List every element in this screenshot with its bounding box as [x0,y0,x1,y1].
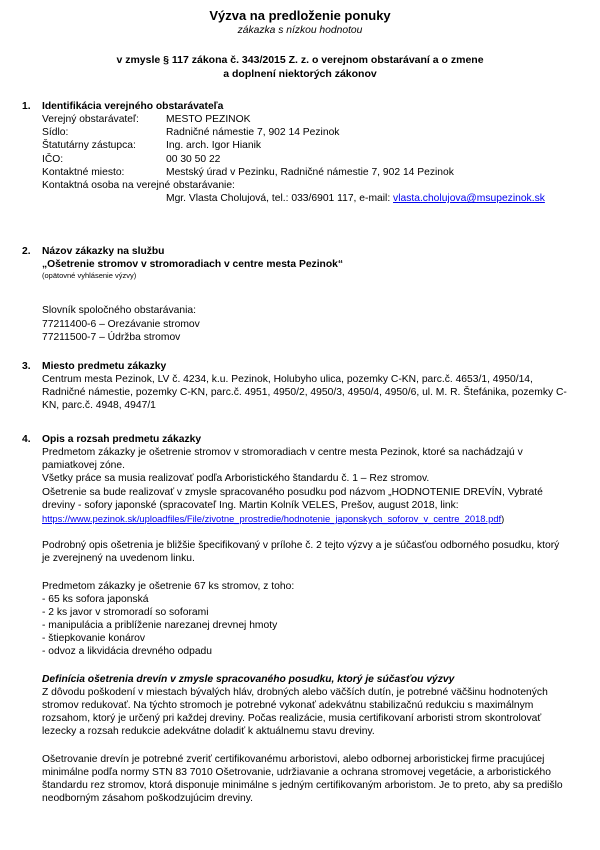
text-line: Podrobný opis ošetrenia je bližšie špecifikovaný v prílohe č. 2 tejto výzvy a je súčasťou odborného posudku, ktorý [42,540,560,552]
text-line: dreviny - sofory japonské (spracovateľ Ing. Martin Kolník VELES, Prešov, august 2018, link: [42,499,459,511]
section-heading: Miesto predmetu zákazky [42,361,167,372]
section-heading: Opis a rozsah predmetu zákazky [42,434,202,445]
section-number: 2. [22,246,31,257]
text-line: ) [501,512,505,524]
text-line: Predmetom zákazky je ošetrenie 67 ks stromov, z toho: [42,580,295,592]
cpv-code: 77211500-7 – Údržba stromov [42,331,181,343]
section-body [42,258,578,344]
list-item: - manipulácia a priblíženie narezanej drevnej hmoty [42,620,278,632]
section-body [42,373,578,413]
definition-heading: Definícia ošetrenia drevín v zmysle spracovaného posudku, ktorý je súčasťou výzvy [42,673,455,685]
info-row [42,166,578,179]
document-title: Výzva na predloženie ponuky [209,8,391,23]
posudok-link[interactable]: https://www.pezinok.sk/uploadfiles/File/zivotne_prostredie/hodnotenie_japonskych_soforov_v_centre_2018.pdf [42,512,502,524]
section-number: 4. [22,434,31,445]
section-body [42,113,578,205]
contact-text: Mgr. Vlasta Cholujová, tel.: 033/6901 117, e-mail: [166,193,394,205]
info-row [42,153,578,166]
text-line: Ošetrenie sa bude realizovať v zmysle spracovaného posudku pod názvom „HODNOTENIE DREVÍN, Vybraté [42,486,543,498]
list-item: - štiepkovanie konárov [42,633,146,645]
text-line: Predmetom zákazky je ošetrenie stromov v stromoradiach v centre mesta Pezinok, ktoré sa nachádzajú v [42,447,523,458]
section-number: 1. [22,101,31,112]
info-row [42,139,578,152]
text-line: Z dôvodu poškodení v miestach bývalých hláv, drobných alebo väčších dutín, je potrebné väčšinu hodnotených [42,686,548,698]
info-value: 00 30 50 22 [166,153,221,165]
info-value: Mestský úrad v Pezinku, Radničné námestie 7, 902 14 Pezinok [166,166,454,178]
info-row [42,126,578,139]
text-line: Centrum mesta Pezinok, LV č. 4234, k.u. Pezinok, Holubyho ulica, pozemky C-KN, parc.č. 4653/1, 4950/14, [42,374,533,385]
section-heading: Identifikácia verejného obstarávateľa [42,101,224,112]
contact-email-link[interactable]: vlasta.cholujova@msupezinok.sk [393,193,545,205]
info-value: Ing. arch. Igor Hianik [166,140,262,152]
cpv-label: Slovník spoločného obstarávania: [42,305,196,317]
info-label: Verejný obstarávateľ: [42,114,139,125]
contact-label: Kontaktná osoba na verejné obstarávanie: [42,179,235,191]
section-body [42,446,578,805]
text-line: stromov redukovať. Na týchto stromoch je potrebné vykonať adekvátnu stabilizačnú redukciu s maximálnym [42,700,534,711]
info-label: IČO: [42,153,64,165]
text-line: KN, parc.č. 4948, 4947/1 [42,400,156,412]
text-line: štandardu rez stromov, ktorá disponuje minimálne s jedným certifikovaným arboristom. Je to preto, aby sa predišlo [42,779,563,791]
text-line: je zverejnený na uvedenom linku. [42,553,195,565]
legal-basis [0,53,600,81]
list-item: - 2 ks javor v stromoradí so soforami [42,606,209,618]
document-subtitle: zákazka s nízkou hodnotou [237,25,363,36]
info-value: Radničné námestie 7, 902 14 Pezinok [166,127,340,139]
info-value: MESTO PEZINOK [166,114,251,125]
text-line: Radničné námestie, pozemky C-KN, parc.č. 4951, 4950/2, 4950/3, 4950/4, 4950/6, ul. M. R. Štefánika, pozemky C- [42,387,567,399]
info-row [42,113,578,126]
text-line: Ošetrovanie drevín je potrebné zveriť certifikovanému arboristovi, alebo odbornej arboristickej firme pracujúcej [42,753,545,765]
contact-details [42,192,578,205]
text-line: Všetky práce sa musia realizovať podľa Arboristického štandardu č. 1 – Rez stromov. [42,473,430,485]
list-item: - odvoz a likvidácia drevného odpadu [42,646,213,658]
text-line: neodborným zásahom poškodzujúcim dreviny. [42,793,254,805]
cpv-code: 77211400-6 – Orezávanie stromov [42,318,200,330]
info-label: Kontaktné miesto: [42,166,125,178]
section-heading: Názov zákazky na službu [42,246,165,257]
text-line: minimálne podľa normy STN 83 7010 Ošetrovanie, udržiavanie a ochrana stromovej vegetácie, a arboristického [42,766,551,778]
list-item: - 65 ks sofora japonská [42,593,149,605]
contract-name: „Ošetrenie stromov v stromoradiach v centre mesta Pezinok“ [42,259,344,270]
text-line: pamiatkovej zóne. [42,460,125,472]
legal-basis-line: a doplnení niektorých zákonov [223,68,377,80]
section-number: 3. [22,361,31,372]
contract-note: (opätovné vyhlásenie výzvy) [42,271,137,281]
text-line: lezecky a rozsah redukcie adekvátne doladiť k aktuálnemu stavu dreviny. [42,726,375,738]
legal-basis-line: v zmysle § 117 zákona č. 343/2015 Z. z. o verejnom obstarávaní a o zmene [116,54,484,66]
info-label: Sídlo: [42,127,69,139]
info-label: Štatutárny zástupca: [42,140,136,152]
posudok-link-line [42,512,578,525]
text-line: rozsahom, ktorý je určený pri každej dreviny. Počas realizácie, musia certifikovaní arboristi strom skontrolovať [42,713,542,725]
